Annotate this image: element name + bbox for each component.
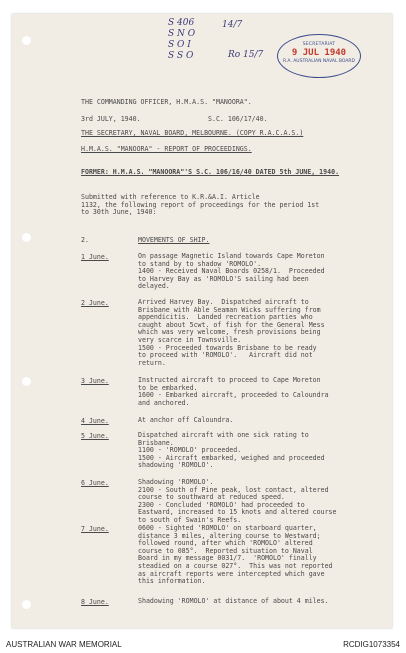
stamp-bottom-text: R.A. AUSTRALIAN NAVAL BOARD — [282, 59, 356, 64]
entry-text: Instructed aircraft to proceed to Cape Moreton to be embarked. 1600 - Embarked aircraft, proceeded to Caloundra and anchored. — [138, 376, 329, 407]
section-number: 2. — [81, 236, 89, 244]
stamp-top-text: SECRETARIAT — [302, 42, 336, 47]
handwritten-line: S O I — [168, 40, 191, 50]
received-stamp — [277, 34, 361, 78]
entry-text: 0600 - Sighted 'ROMOLO' on starboard quarter, distance 3 miles, altering course to Westward; followed round, after which 'ROMOLO' altered course to 085°. Reported situation to Naval Board in my message 0031/7. 'ROMOLO' finally steadied on a course 027°. This was not reported as aircraft reports were intercepted which gave this information. — [138, 524, 333, 586]
entry-text: At anchor off Caloundra. — [138, 416, 234, 424]
entry-text: Arrived Harvey Bay. Dispatched aircraft to Brisbane with Able Seaman Wicks suffering from appendicitis. Landed recreation parties who caught about 5cwt. of fish for the General Mess which was very welcome, fresh provisions being very scarce in Townsville. 1500 - Proceeded towards Brisbane to be ready to proceed with 'ROMOLO'. Aircraft did not return. — [138, 298, 325, 367]
entry-date: 2 June. — [81, 299, 109, 307]
entry-text: Dispatched aircraft with one sick rating to Brisbane. 1100 - 'ROMOLO' proceeded. 1500 - Aircraft embarked, weighed and proceeded shadowing 'ROMOLO'. — [138, 431, 325, 470]
punch-hole — [22, 233, 31, 242]
handwritten-line: S S O — [168, 51, 194, 61]
punch-hole — [22, 377, 31, 386]
entry-date: 1 June. — [81, 253, 109, 261]
handwritten-initials: 14/7 — [222, 20, 243, 30]
stamp-date: 9 JUL 1940 — [291, 48, 347, 58]
former-reference: FORMER: H.M.A.S. "MANOORA"'S S.C. 106/16/40 DATED 5th JUNE, 1940. — [81, 168, 340, 176]
entry-date: 6 June. — [81, 479, 109, 487]
handwritten-line: S 406 — [168, 18, 195, 28]
entry-text: Shadowing 'ROMOLO'. 2100 - South of Pine peak, lost contact, altered course to southward at reduced speed. 2300 - Concluded 'ROMOLO' had proceeded to Eastward, increased to 15 knots and altered course to south of Swain's Reefs. — [138, 478, 337, 524]
header-ref: S.C. 106/17/40. — [208, 115, 268, 123]
handwritten-ref: Ro 15/7 — [228, 50, 264, 60]
punch-hole — [22, 600, 31, 609]
header-date: 3rd JULY, 1940. — [81, 115, 141, 123]
entry-text: On passage Magnetic Island towards Cape Moreton to stand by to shadow 'ROMOLO'. 1400 - Received Naval Boards 0258/1. Proceeded to Harvey Bay as 'ROMOLO'S sailing had been delayed. — [138, 252, 325, 291]
header-to: THE SECRETARY, NAVAL BOARD, MELBOURNE. (COPY R.A.C.A.S.) — [81, 129, 304, 137]
footer-source: AUSTRALIAN WAR MEMORIAL — [6, 640, 122, 649]
entry-date: 8 June. — [81, 598, 109, 606]
section-title: MOVEMENTS OF SHIP. — [138, 236, 210, 244]
entry-date: 7 June. — [81, 525, 109, 533]
intro-paragraph: Submitted with reference to K.R.&A.I. Article 1132, the following report of proceedings for the period 1st to 30th June, 1940: — [81, 193, 320, 217]
footer-id: RCDIG1073354 — [343, 640, 400, 649]
entry-date: 4 June. — [81, 417, 109, 425]
handwritten-line: S N O — [168, 29, 196, 39]
entry-date: 3 June. — [81, 377, 109, 385]
header-from: THE COMMANDING OFFICER, H.M.A.S. "MANOORA". — [81, 98, 252, 106]
entry-text: Shadowing 'ROMOLO' at distance of about 4 miles. — [138, 597, 329, 605]
punch-hole — [22, 36, 31, 45]
header-subject: H.M.A.S. "MANOORA" - REPORT OF PROCEEDINGS. — [81, 145, 252, 153]
handwritten-annotation — [168, 18, 264, 62]
entry-date: 5 June. — [81, 432, 109, 440]
